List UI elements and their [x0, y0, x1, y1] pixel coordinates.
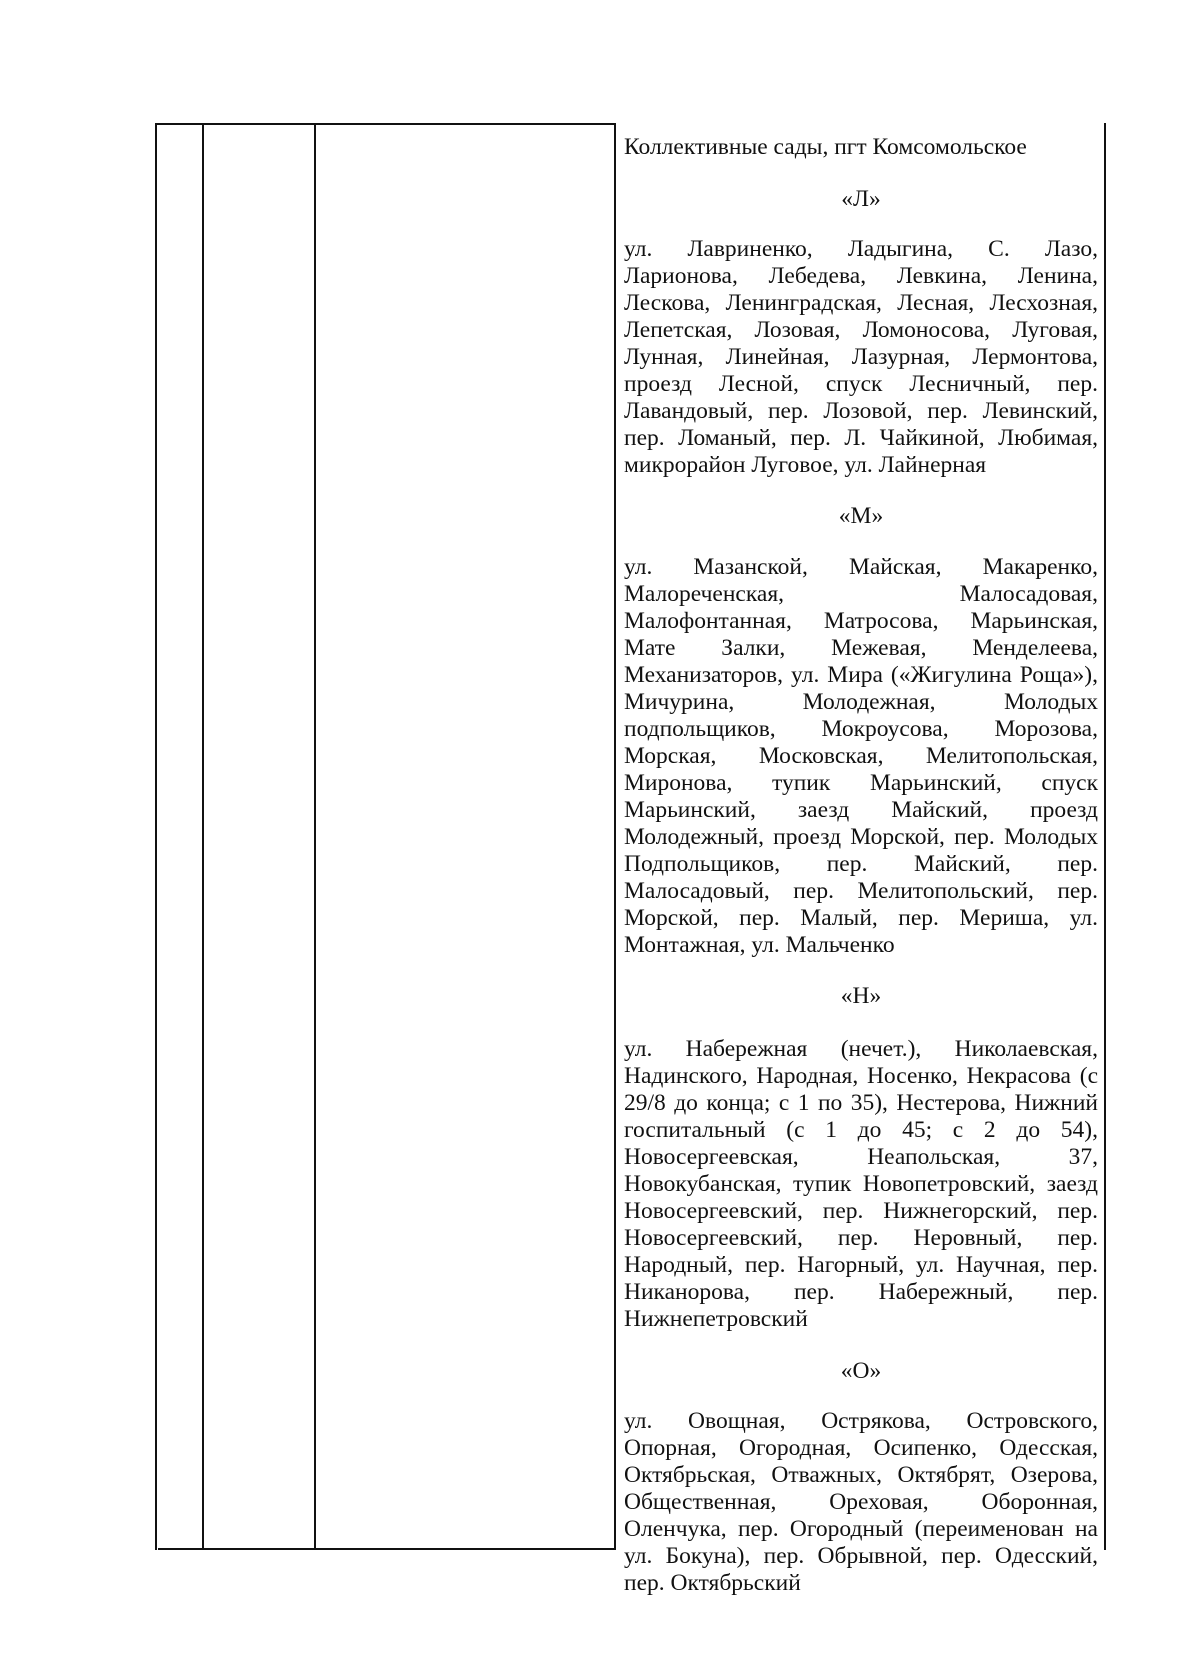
table-bottom-border [158, 1548, 616, 1550]
table-column-border-2 [202, 123, 204, 1550]
table-column-border-right [1104, 123, 1106, 1550]
table-column-border-4 [614, 123, 616, 1550]
section-text-o: ул. Овощная, Острякова, Островского, Опорная, Огородная, Осипенко, Одесская, Октябрьская, Отважных, Октябрят, Озерова, Общественная, Ореховая, Оборонная, Оленчука, пер. Огородный (переименован на ул. Бокуна), пер. Обрывной, пер. Одесский, пер. Октябрьский [624, 1408, 1098, 1596]
intro-text: Коллективные сады, пгт Комсомольское [624, 134, 1027, 160]
table-column-border-1 [155, 123, 157, 1550]
section-text-n: ул. Набережная (нечет.), Николаевская, Надинского, Народная, Носенко, Некрасова (с 29/8 до конца; с 1 по 35), Нестерова, Нижний госпитальный (с 1 до 45; с 2 до 54), Новосергеевская, Неапольская, 37, Новокубанская, тупик Новопетровский, заезд Новосергеевский, пер. Нижнегорский, пер. Новосергеевский, пер. Неровный, пер. Народный, пер. Нагорный, ул. Научная, пер. Никанорова, пер. Набережный, пер. Нижнепетровский [624, 1036, 1098, 1332]
section-letter-o: «О» [840, 1358, 882, 1384]
table-top-border [155, 123, 615, 125]
section-letter-m: «М» [838, 503, 884, 529]
section-letter-l: «Л» [841, 186, 881, 212]
table-column-border-3 [314, 123, 316, 1550]
address-list-cell [624, 134, 1098, 1597]
section-text-m: ул. Мазанской, Майская, Макаренко, Малореченская, Малосадовая, Малофонтанная, Матросова, Марьинская, Мате Залки, Межевая, Менделеева, Механизаторов, ул. Мира («Жигулина Роща»), Мичурина, Молодежная, Молодых подпольщиков, Мокроусова, Морозова, Морская, Московская, Мелитопольская, Миронова, тупик Марьинский, спуск Марьинский, заезд Майский, проезд Молодежный, проезд Морской, пер. Молодых Подпольщиков, пер. Майский, пер. Малосадовый, пер. Мелитопольский, пер. Морской, пер. Малый, пер. Мериша, ул. Монтажная, ул. Мальченко [624, 554, 1098, 958]
section-text-l: ул. Лавриненко, Ладыгина, С. Лазо, Ларионова, Лебедева, Левкина, Ленина, Лескова, Ленинградская, Лесная, Лесхозная, Лепетская, Лозовая, Ломоносова, Луговая, Лунная, Линейная, Лазурная, Лермонтова, проезд Лесной, спуск Лесничный, пер. Лавандовый, пер. Лозовой, пер. Левинский, пер. Ломаный, пер. Л. Чайкиной, Любимая, микрорайон Луговое, ул. Лайнерная [624, 236, 1098, 478]
section-letter-n: «Н» [840, 983, 882, 1009]
